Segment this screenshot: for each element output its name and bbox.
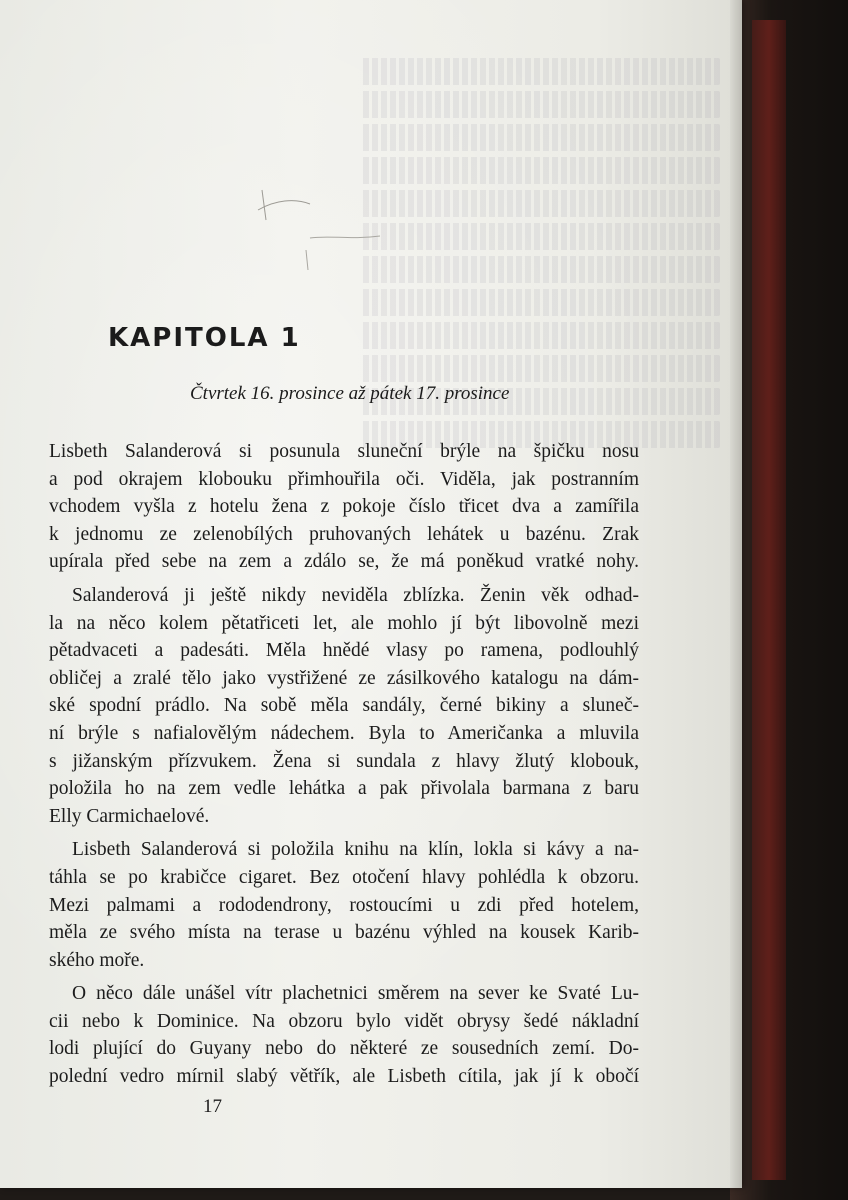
text-line: la na něco kolem pětatřiceti let, ale mohlo jí být libovolně mezi [49, 612, 639, 634]
text-line: k jednomu ze zelenobílých pruhovaných lehátek u bazénu. Zrak [49, 523, 639, 545]
text-line: ní brýle s nafialovělým nádechem. Byla to Američanka a mluvila [49, 722, 639, 744]
chapter-title: KAPITOLA 1 [108, 323, 301, 353]
text-line: a pod okrajem klobouku přimhouřila oči. Viděla, jak postranním [49, 468, 639, 490]
text-line: Lisbeth Salanderová si položila knihu na klín, lokla si kávy a na- [72, 839, 639, 861]
text-line: upírala před sebe na zem a zdálo se, že má poněkud vratké nohy. [49, 551, 639, 573]
text-line: ského moře. [49, 949, 145, 971]
body-text [49, 438, 639, 1091]
text-line: ské spodní prádlo. Na sobě měla sandály, černé bikiny a sluneč- [49, 695, 639, 717]
page-number: 17 [203, 1096, 222, 1117]
text-line: položila ho na zem vedle lehátka a pak přivolala barmana z baru [49, 778, 639, 800]
page-edge [730, 0, 742, 1188]
text-line: měla ze svého místa na terase u bazénu výhled na kousek Karib- [49, 922, 639, 944]
text-line: polední vedro mírnil slabý větřík, ale Lisbeth cítila, jak jí k obočí [49, 1066, 639, 1088]
chapter-subtitle: Čtvrtek 16. prosince až pátek 17. prosince [190, 383, 510, 404]
text-line: pětadvaceti a padesáti. Měla hnědé vlasy po ramena, podlouhlý [49, 640, 639, 662]
text-line: Salanderová ji ještě nikdy neviděla zblízka. Ženin věk odhad- [72, 584, 639, 606]
text-line: Elly Carmichaelové. [49, 805, 210, 827]
text-line: táhla se po krabičce cigaret. Bez otočení hlavy pohlédla k obzoru. [49, 866, 639, 888]
text-line: cii nebo k Dominice. Na obzoru bylo vidět obrysy šedé nákladní [49, 1010, 639, 1032]
text-line: lodi plující do Guyany nebo do některé ze sousedních zemí. Do- [49, 1038, 639, 1060]
text-line: Mezi palmami a rododendrony, rostoucími u zdi před hotelem, [49, 894, 639, 916]
text-line: vchodem vyšla z hotelu žena z pokoje číslo třicet dva a zamířila [49, 496, 639, 518]
book-cover-edge [752, 20, 786, 1180]
text-line: s jižanským přízvukem. Žena si sundala z hlavy žlutý klobouk, [49, 750, 639, 772]
book-binding [730, 0, 848, 1200]
text-line: obličej a zralé tělo jako vystřižené ze zásilkového katalogu na dám- [49, 667, 639, 689]
text-line: O něco dále unášel vítr plachetnici směrem na sever ke Svaté Lu- [72, 983, 639, 1005]
pencil-mark [250, 180, 390, 270]
text-line: Lisbeth Salanderová si posunula sluneční brýle na špičku nosu [49, 441, 639, 462]
